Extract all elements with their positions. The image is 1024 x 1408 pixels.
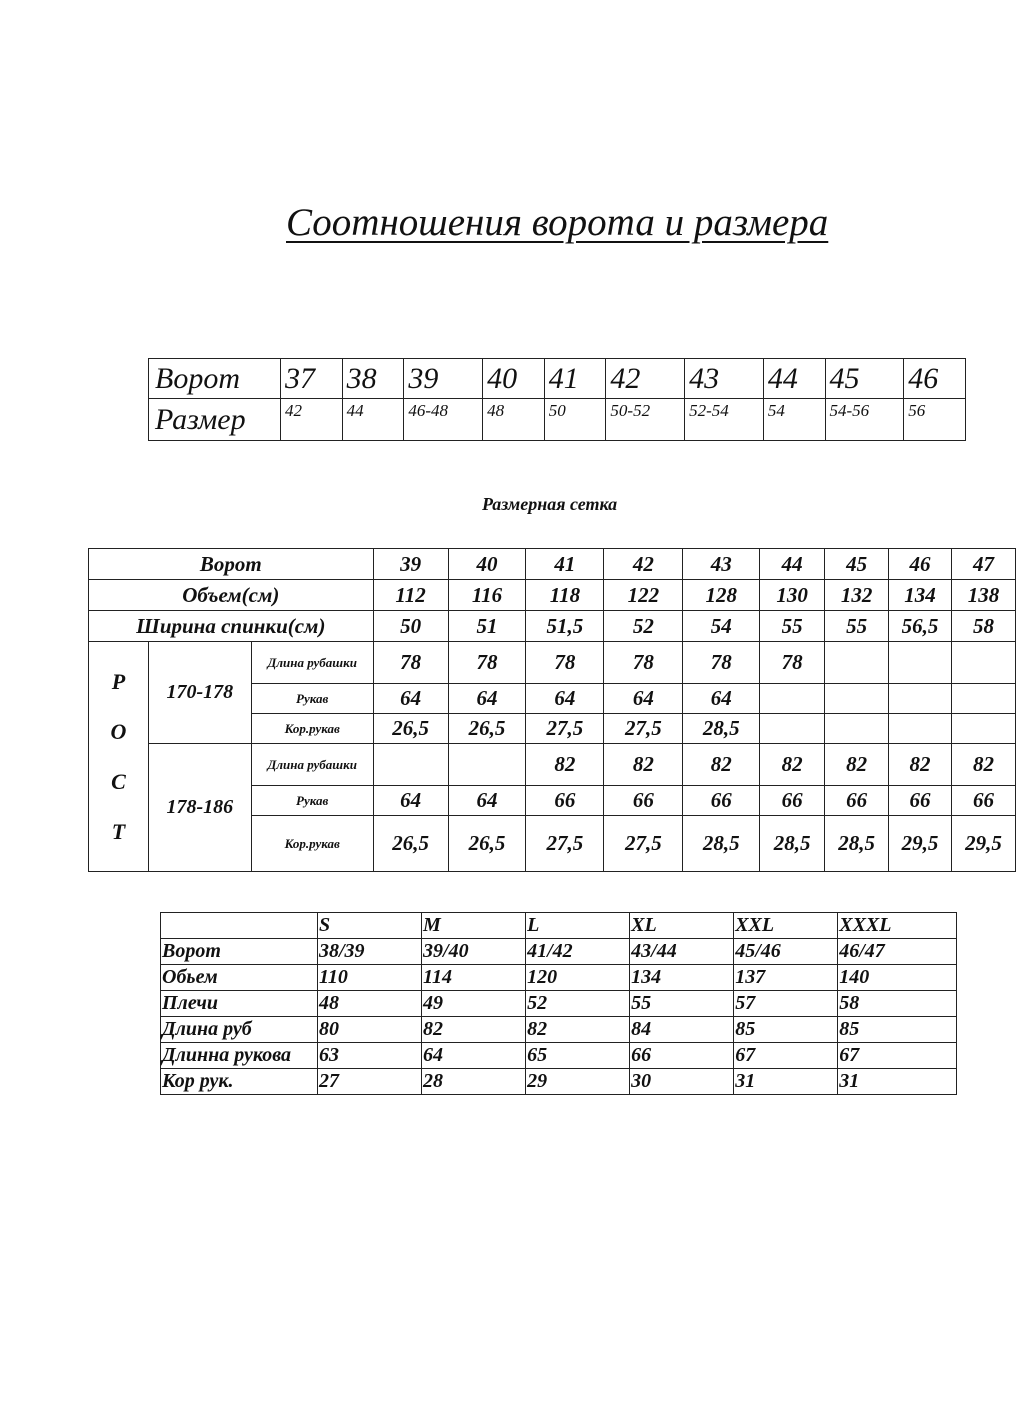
rost-letter: С	[111, 768, 126, 794]
grid-cell	[951, 684, 1015, 714]
grid-cell	[825, 714, 889, 744]
row-label: Кор.рукав	[251, 714, 373, 744]
table-cell: 114	[422, 965, 526, 991]
table-cell: 63	[318, 1043, 422, 1069]
size-row-label: Размер	[149, 399, 281, 441]
table-cell: 80	[318, 1017, 422, 1043]
grid-cell: 28,5	[683, 816, 760, 872]
collar-cell: 44	[763, 359, 825, 399]
grid-cell: 51	[448, 611, 526, 642]
table-cell: 46/47	[838, 939, 957, 965]
size-cell: 46-48	[404, 399, 483, 441]
row-label: Длинна рукова	[161, 1043, 318, 1069]
header-cell: XXL	[734, 913, 838, 939]
grid-cell: 46	[889, 549, 952, 580]
table-cell: 31	[838, 1069, 957, 1095]
rost-letter: Р	[111, 668, 126, 694]
row-label: Длина рубашки	[251, 744, 373, 786]
grid-cell	[760, 684, 825, 714]
table-cell: 31	[734, 1069, 838, 1095]
grid-cell: 138	[951, 580, 1015, 611]
grid-cell: 66	[951, 786, 1015, 816]
grid-cell: 64	[448, 684, 526, 714]
collar-cell: 46	[904, 359, 966, 399]
table-cell: 38/39	[318, 939, 422, 965]
row-label: Рукав	[251, 684, 373, 714]
row-label: Рукав	[251, 786, 373, 816]
table-cell: 57	[734, 991, 838, 1017]
grid-cell: 26,5	[448, 816, 526, 872]
grid-cell: 66	[683, 786, 760, 816]
grid-cell: 82	[951, 744, 1015, 786]
grid-cell: 28,5	[760, 816, 825, 872]
table-cell: 52	[526, 991, 630, 1017]
table-cell: 58	[838, 991, 957, 1017]
table-cell: 28	[422, 1069, 526, 1095]
grid-cell: 28,5	[825, 816, 889, 872]
size-cell: 44	[342, 399, 404, 441]
header-cell: XL	[630, 913, 734, 939]
collar-cell: 40	[483, 359, 545, 399]
table-cell: 137	[734, 965, 838, 991]
table-cell: 82	[526, 1017, 630, 1043]
collar-size-table	[148, 358, 966, 441]
grid-cell: 54	[683, 611, 760, 642]
grid-cell: 132	[825, 580, 889, 611]
table-row	[161, 991, 957, 1017]
grid-cell	[889, 684, 952, 714]
grid-cell: 66	[604, 786, 683, 816]
size-cell: 50	[544, 399, 606, 441]
grid-cell: 122	[604, 580, 683, 611]
grid-cell: 78	[373, 642, 448, 684]
page-title: Соотношения ворота и размера	[286, 201, 829, 244]
header-cell: L	[526, 913, 630, 939]
table-cell: 67	[838, 1043, 957, 1069]
grid-cell: 78	[448, 642, 526, 684]
grid-cell: 78	[526, 642, 604, 684]
table-cell: 39/40	[422, 939, 526, 965]
table-row	[161, 1043, 957, 1069]
table-row	[161, 965, 957, 991]
size-cell: 54-56	[825, 399, 904, 441]
grid-cell: 41	[526, 549, 604, 580]
grid-volume-row	[89, 580, 1016, 611]
grid-cell: 44	[760, 549, 825, 580]
size-cell: 48	[483, 399, 545, 441]
grid-cell: 78	[760, 642, 825, 684]
grid-cell: 82	[760, 744, 825, 786]
grid-group1-length-row	[89, 642, 1016, 684]
grid-cell: 64	[448, 786, 526, 816]
size-grid-title: Размерная сетка	[482, 494, 618, 514]
grid-collar-row	[89, 549, 1016, 580]
grid-cell: 29,5	[889, 816, 952, 872]
collar-cell: 45	[825, 359, 904, 399]
grid-cell: 27,5	[604, 816, 683, 872]
grid-cell: 82	[683, 744, 760, 786]
row-label: Обьем	[161, 965, 318, 991]
size-cell: 52-54	[685, 399, 764, 441]
collar-cell: 37	[281, 359, 343, 399]
grid-cell: 112	[373, 580, 448, 611]
letter-header-row	[161, 913, 957, 939]
grid-cell: 82	[889, 744, 952, 786]
header-cell: S	[318, 913, 422, 939]
grid-cell	[889, 642, 952, 684]
collar-cell: 38	[342, 359, 404, 399]
table-cell: 84	[630, 1017, 734, 1043]
grid-volume-label: Объем(см)	[89, 580, 374, 611]
grid-cell: 52	[604, 611, 683, 642]
grid-cell: 27,5	[604, 714, 683, 744]
size-cell: 54	[763, 399, 825, 441]
grid-cell: 64	[373, 684, 448, 714]
header-cell: XXXL	[838, 913, 957, 939]
grid-cell	[825, 642, 889, 684]
table-cell: 66	[630, 1043, 734, 1069]
row-label: Кор рук.	[161, 1069, 318, 1095]
grid-cell: 64	[373, 786, 448, 816]
header-cell: M	[422, 913, 526, 939]
grid-cell	[373, 744, 448, 786]
grid-cell: 64	[604, 684, 683, 714]
table-cell: 64	[422, 1043, 526, 1069]
size-cell: 56	[904, 399, 966, 441]
table-cell: 29	[526, 1069, 630, 1095]
grid-cell: 27,5	[526, 816, 604, 872]
row-label: Кор.рукав	[251, 816, 373, 872]
grid-cell: 42	[604, 549, 683, 580]
grid-cell: 64	[683, 684, 760, 714]
table-cell: 120	[526, 965, 630, 991]
grid-back-width-label: Ширина спинки(см)	[89, 611, 374, 642]
table-cell: 30	[630, 1069, 734, 1095]
grid-cell: 51,5	[526, 611, 604, 642]
grid-cell: 134	[889, 580, 952, 611]
grid-cell: 43	[683, 549, 760, 580]
collar-cell: 41	[544, 359, 606, 399]
table-cell: 43/44	[630, 939, 734, 965]
grid-cell: 55	[825, 611, 889, 642]
letter-size-table	[160, 912, 957, 1095]
grid-cell: 78	[683, 642, 760, 684]
grid-cell: 82	[825, 744, 889, 786]
table-cell: 85	[734, 1017, 838, 1043]
table-cell: 45/46	[734, 939, 838, 965]
table-row	[161, 1069, 957, 1095]
grid-cell: 28,5	[683, 714, 760, 744]
collar-row-label: Ворот	[149, 359, 281, 399]
grid-back-width-row	[89, 611, 1016, 642]
row-label: Плечи	[161, 991, 318, 1017]
grid-cell: 58	[951, 611, 1015, 642]
collar-cell: 42	[606, 359, 685, 399]
table-cell: 140	[838, 965, 957, 991]
table-cell: 82	[422, 1017, 526, 1043]
table-row	[161, 939, 957, 965]
table-cell: 55	[630, 991, 734, 1017]
table-cell: 85	[838, 1017, 957, 1043]
grid-cell: 128	[683, 580, 760, 611]
height-range: 178-186	[148, 744, 251, 872]
table-cell: 48	[318, 991, 422, 1017]
grid-cell	[951, 642, 1015, 684]
table-row	[161, 1017, 957, 1043]
grid-group2-length-row	[89, 744, 1016, 786]
grid-cell: 130	[760, 580, 825, 611]
size-grid-table	[88, 548, 1016, 872]
grid-cell	[951, 714, 1015, 744]
collar-row	[149, 359, 966, 399]
grid-cell: 55	[760, 611, 825, 642]
table-cell: 134	[630, 965, 734, 991]
collar-cell: 39	[404, 359, 483, 399]
row-label: Ворот	[161, 939, 318, 965]
grid-cell: 45	[825, 549, 889, 580]
collar-cell: 43	[685, 359, 764, 399]
row-label: Длина руб	[161, 1017, 318, 1043]
grid-cell: 56,5	[889, 611, 952, 642]
table-cell: 65	[526, 1043, 630, 1069]
header-cell	[161, 913, 318, 939]
grid-cell: 66	[760, 786, 825, 816]
rost-label	[89, 642, 149, 872]
grid-cell: 26,5	[448, 714, 526, 744]
grid-cell: 116	[448, 580, 526, 611]
grid-cell: 118	[526, 580, 604, 611]
grid-cell: 66	[889, 786, 952, 816]
grid-cell: 66	[526, 786, 604, 816]
size-cell: 42	[281, 399, 343, 441]
grid-cell	[448, 744, 526, 786]
grid-cell: 82	[604, 744, 683, 786]
grid-cell: 64	[526, 684, 604, 714]
grid-cell: 66	[825, 786, 889, 816]
grid-cell: 26,5	[373, 714, 448, 744]
height-range: 170-178	[148, 642, 251, 744]
grid-cell	[825, 684, 889, 714]
grid-cell: 50	[373, 611, 448, 642]
grid-cell	[889, 714, 952, 744]
rost-letter: О	[110, 718, 127, 744]
grid-cell: 27,5	[526, 714, 604, 744]
grid-cell: 39	[373, 549, 448, 580]
table-cell: 49	[422, 991, 526, 1017]
table-cell: 110	[318, 965, 422, 991]
table-cell: 41/42	[526, 939, 630, 965]
row-label: Длина рубашки	[251, 642, 373, 684]
size-cell: 50-52	[606, 399, 685, 441]
grid-cell: 78	[604, 642, 683, 684]
table-cell: 67	[734, 1043, 838, 1069]
grid-cell: 29,5	[951, 816, 1015, 872]
grid-collar-label: Ворот	[89, 549, 374, 580]
grid-cell: 26,5	[373, 816, 448, 872]
grid-cell: 47	[951, 549, 1015, 580]
rost-letter: Т	[111, 818, 126, 844]
grid-cell: 82	[526, 744, 604, 786]
grid-cell: 40	[448, 549, 526, 580]
size-row	[149, 399, 966, 441]
grid-cell	[760, 714, 825, 744]
table-cell: 27	[318, 1069, 422, 1095]
